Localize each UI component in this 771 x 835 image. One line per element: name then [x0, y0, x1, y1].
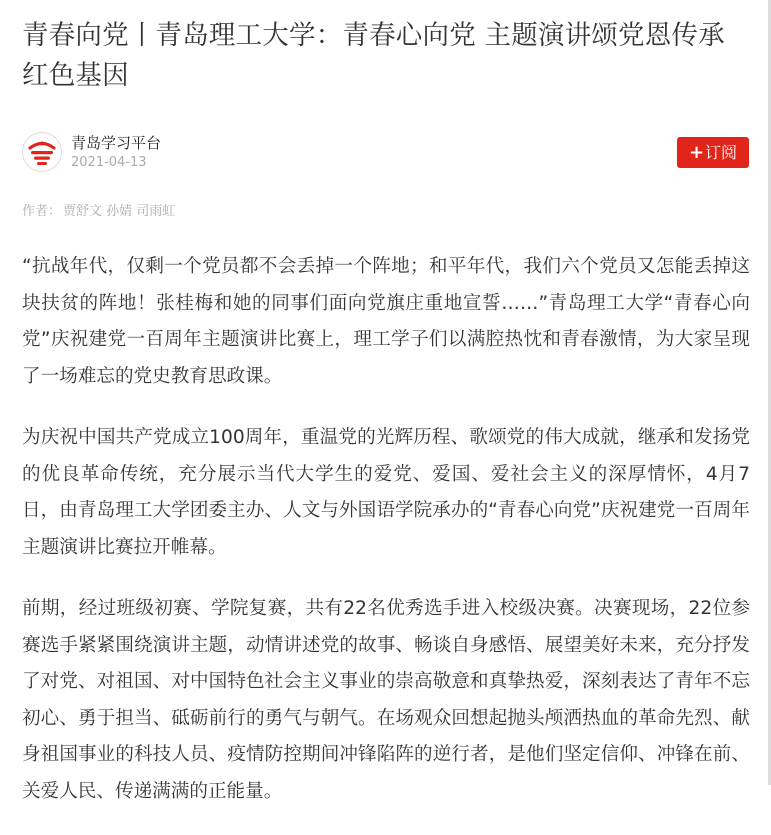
author-line [22, 203, 175, 221]
article-title: 青春向党丨青岛理工大学：青春心向党 主题演讲颂党恩传承红色基因 [22, 20, 725, 91]
subscribe-button[interactable] [677, 137, 749, 168]
article-paragraph-2: 为庆祝中国共产党成立100周年，重温党的光辉历程、歌颂党的伟大成就，继承和发扬党的优良革命传统，充分展示当代大学生的爱党、爱国、爱社会主义的深厚情怀，4月7日，由青岛理工大学团委主办、人文与外国语学院承办的“青春心向党”庆祝建党一百周年主题演讲比赛拉开帷幕。 [22, 427, 750, 558]
article-paragraph-1: “抗战年代，仅剩一个党员都不会丢掉一个阵地；和平年代，我们六个党员又怎能丢掉这块扶贫的阵地！张桂梅和她的同事们面向党旗庄重地宣誓……”青岛理工大学“青春心向党”庆祝建党一百周年主题演讲比赛上，理工学子们以满腔热忱和青春激情，为大家呈现了一场难忘的党史教育思政课。 [22, 256, 750, 387]
qingdao-study-platform-logo-icon[interactable] [22, 132, 62, 172]
logo-graphic [23, 133, 61, 171]
subscribe-label: 订阅 [705, 143, 738, 162]
author-prefix: 作者： [22, 204, 62, 219]
article-body [22, 249, 750, 835]
publish-date: 2021-04-13 [71, 155, 147, 170]
source-name[interactable]: 青岛学习平台 [71, 134, 162, 152]
source-row [22, 132, 749, 174]
author-names: 贾舒文 孙婧 司雨虹 [63, 204, 176, 219]
article-paragraph-3: 前期，经过班级初赛、学院复赛，共有22名优秀选手进入校级决赛。决赛现场，22位参赛选手紧紧围绕演讲主题，动情讲述党的故事、畅谈自身感悟、展望美好未来，充分抒发了对党、对祖国、对中国特色社会主义事业的崇高敬意和真挚热爱，深刻表达了青年不忘初心、勇于担当、砥砺前行的勇气与朝气。在场观众回想起抛头颅洒热血的革命先烈、献身祖国事业的科技人员、疫情防控期间冲锋陷阵的逆行者，是他们坚定信仰、冲锋在前、关爱人民、传递满满的正能量。 [22, 598, 750, 802]
plus-icon: + [688, 142, 705, 163]
